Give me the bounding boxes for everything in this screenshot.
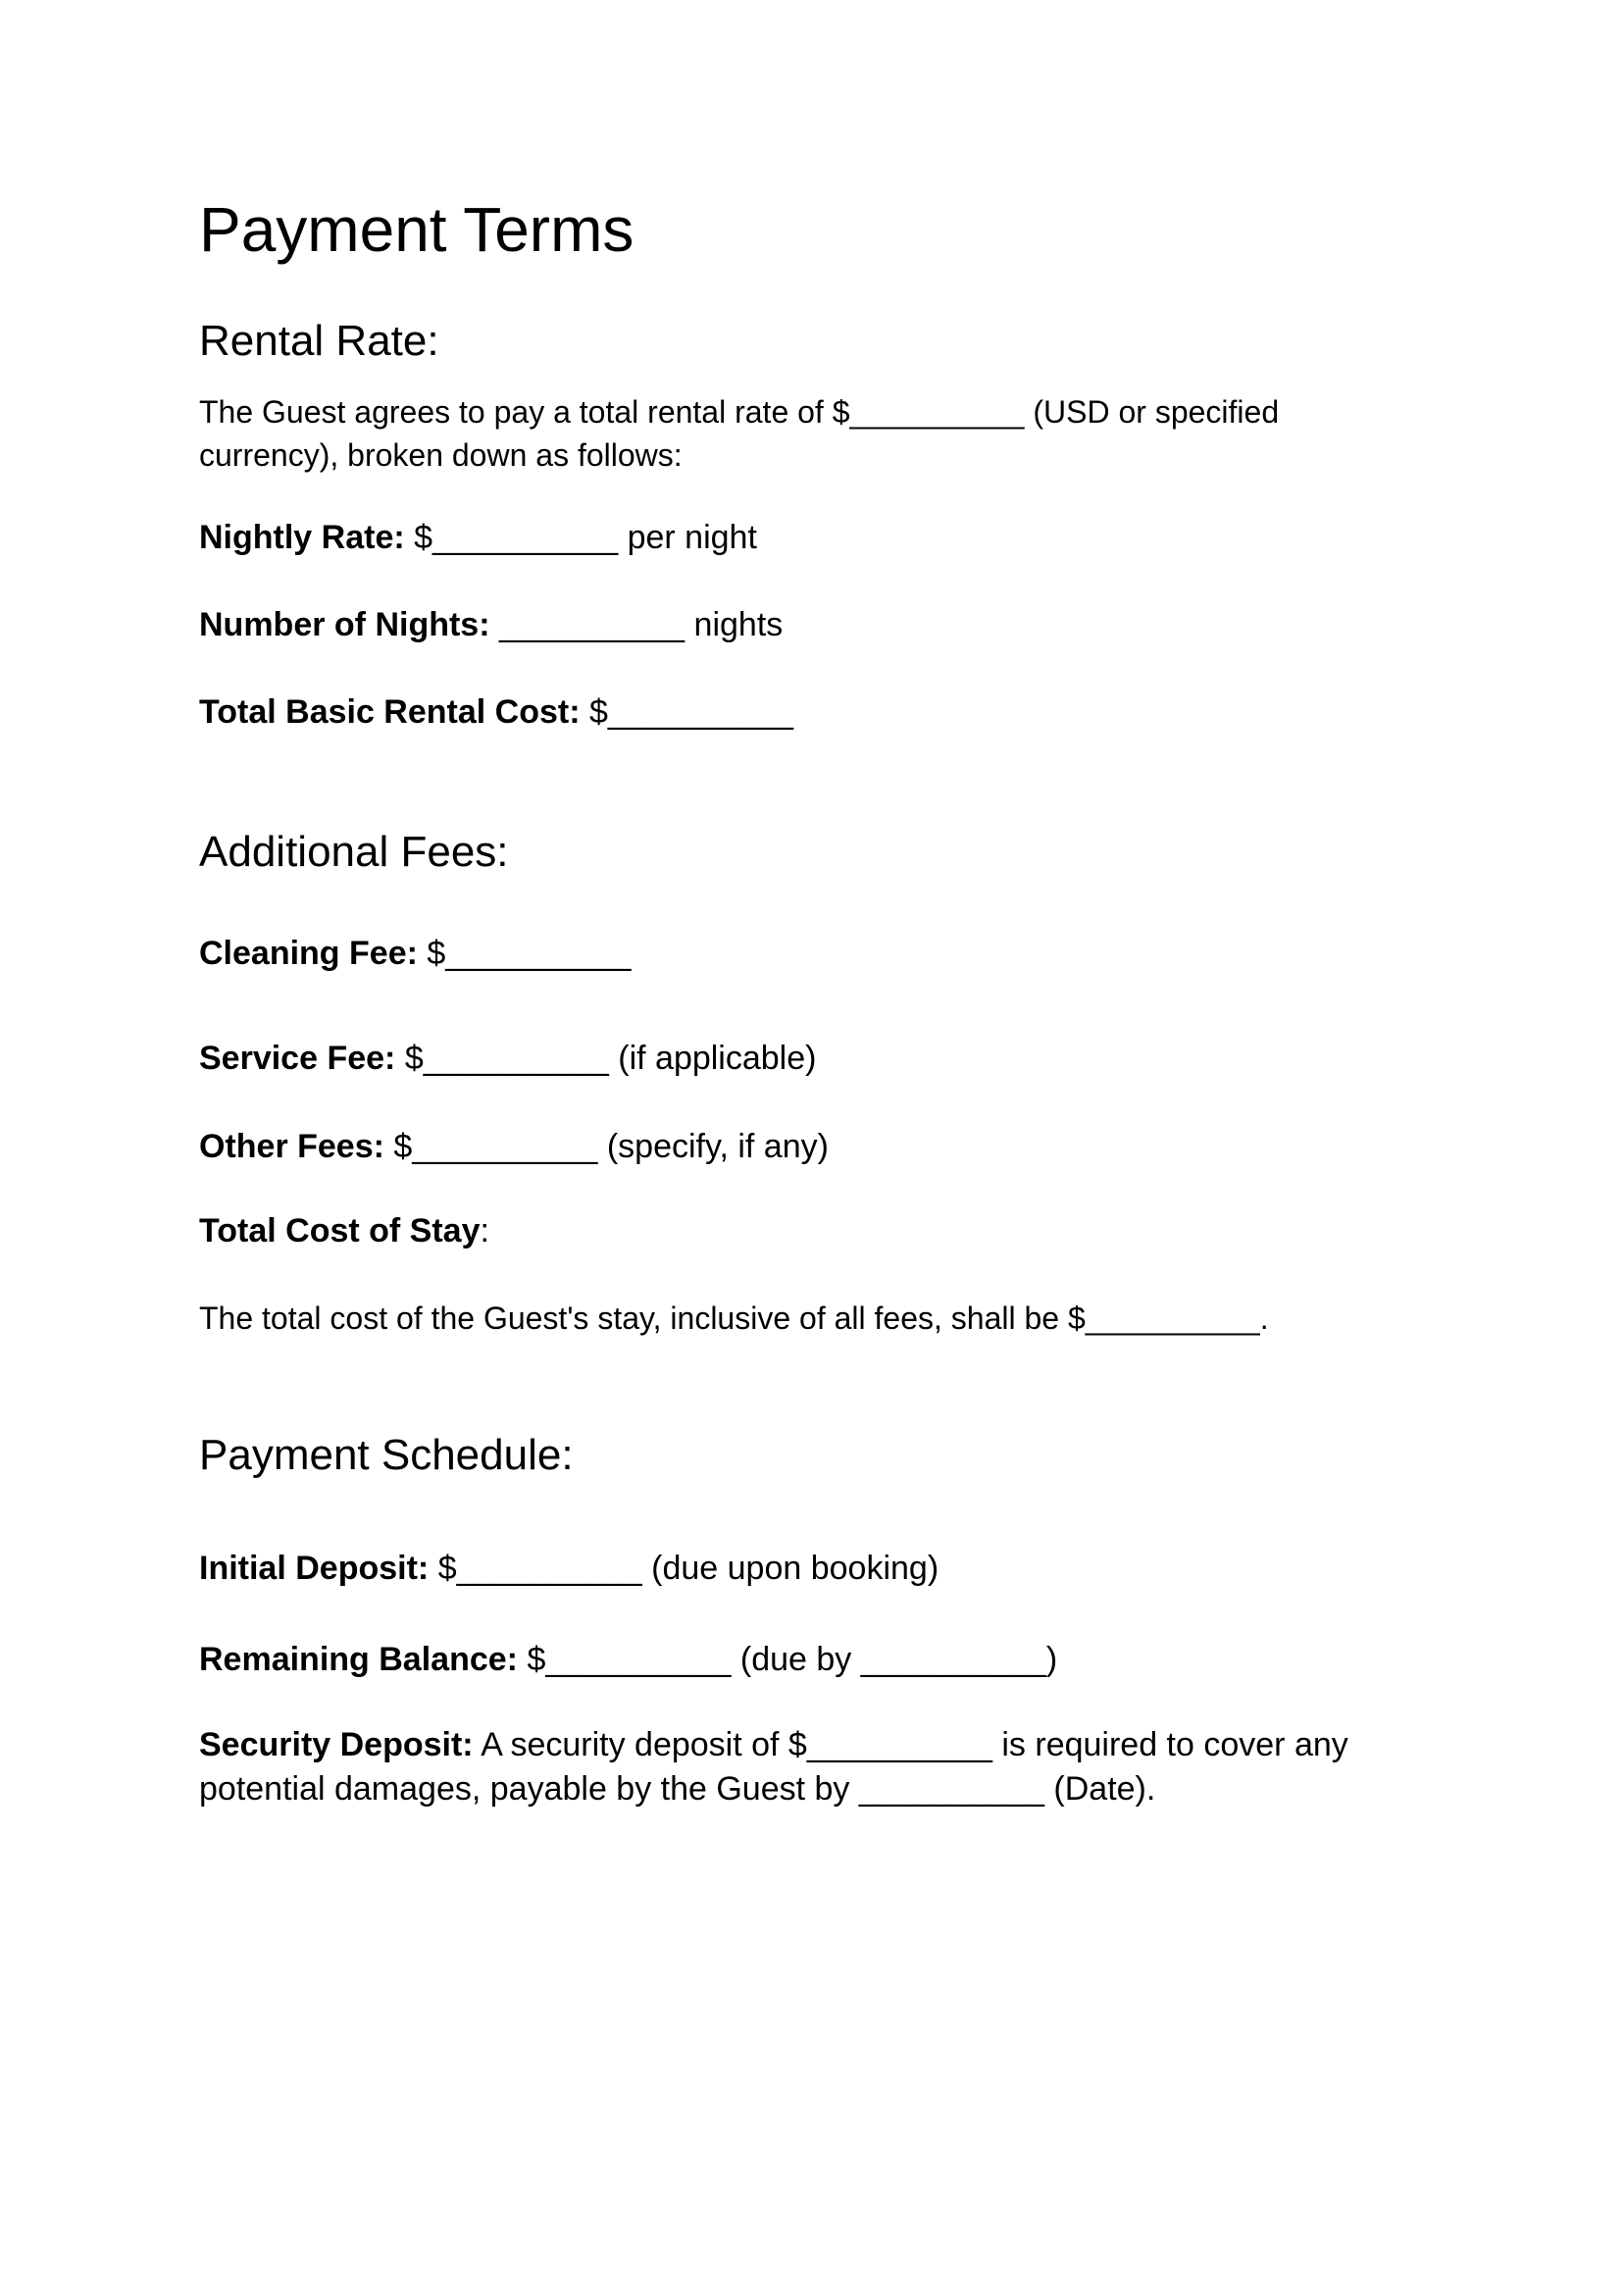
- field-remaining-balance-value: $__________ (due by __________): [527, 1641, 1058, 1678]
- rental-intro-line2: currency), broken down as follows:: [199, 437, 683, 473]
- field-total-cost-of-stay-label: Total Cost of Stay: [199, 1212, 481, 1249]
- field-initial-deposit: [199, 1547, 1474, 1591]
- rental-intro-paragraph: [199, 390, 1474, 477]
- field-total-basic-rental-cost-label: Total Basic Rental Cost:: [199, 693, 581, 731]
- total-cost-sentence: The total cost of the Guest's stay, inclusive of all fees, shall be $__________.: [199, 1300, 1269, 1336]
- rental-intro-line1: The Guest agrees to pay a total rental rate of $__________ (USD or specified: [199, 394, 1280, 430]
- section-heading-payment-schedule: Payment Schedule:: [199, 1431, 574, 1479]
- field-nightly-rate-value: $__________ per night: [414, 519, 757, 556]
- field-service-fee: [199, 1037, 1474, 1081]
- field-cleaning-fee: [199, 932, 1474, 976]
- field-service-fee-label: Service Fee:: [199, 1040, 396, 1077]
- field-cleaning-fee-value: $__________: [427, 935, 632, 972]
- field-total-cost-of-stay-colon: :: [480, 1212, 489, 1249]
- field-total-cost-of-stay: [199, 1209, 1474, 1253]
- field-nightly-rate: [199, 516, 1474, 560]
- field-remaining-balance: [199, 1638, 1474, 1682]
- field-total-basic-rental-cost: [199, 690, 1474, 735]
- field-number-of-nights: [199, 603, 1474, 647]
- section-heading-rental-rate: Rental Rate:: [199, 317, 439, 365]
- security-deposit-line1: A security deposit of $__________ is required to cover any: [481, 1726, 1348, 1763]
- field-other-fees: [199, 1125, 1474, 1169]
- field-other-fees-value: $__________ (specify, if any): [393, 1128, 829, 1165]
- field-cleaning-fee-label: Cleaning Fee:: [199, 935, 418, 972]
- field-number-of-nights-label: Number of Nights:: [199, 606, 490, 643]
- field-other-fees-label: Other Fees:: [199, 1128, 384, 1165]
- field-total-basic-rental-cost-value: $__________: [589, 693, 794, 731]
- field-remaining-balance-label: Remaining Balance:: [199, 1641, 518, 1678]
- field-number-of-nights-value: __________ nights: [499, 606, 784, 643]
- security-deposit-paragraph: [199, 1723, 1474, 1811]
- page-title: Payment Terms: [199, 194, 634, 265]
- security-deposit-line2: potential damages, payable by the Guest by __________ (Date).: [199, 1770, 1156, 1808]
- field-service-fee-value: $__________ (if applicable): [404, 1040, 817, 1077]
- field-initial-deposit-label: Initial Deposit:: [199, 1550, 430, 1587]
- security-deposit-label: Security Deposit:: [199, 1726, 474, 1763]
- field-nightly-rate-label: Nightly Rate:: [199, 519, 405, 556]
- field-initial-deposit-value: $__________ (due upon booking): [437, 1550, 939, 1587]
- section-heading-additional-fees: Additional Fees:: [199, 828, 509, 876]
